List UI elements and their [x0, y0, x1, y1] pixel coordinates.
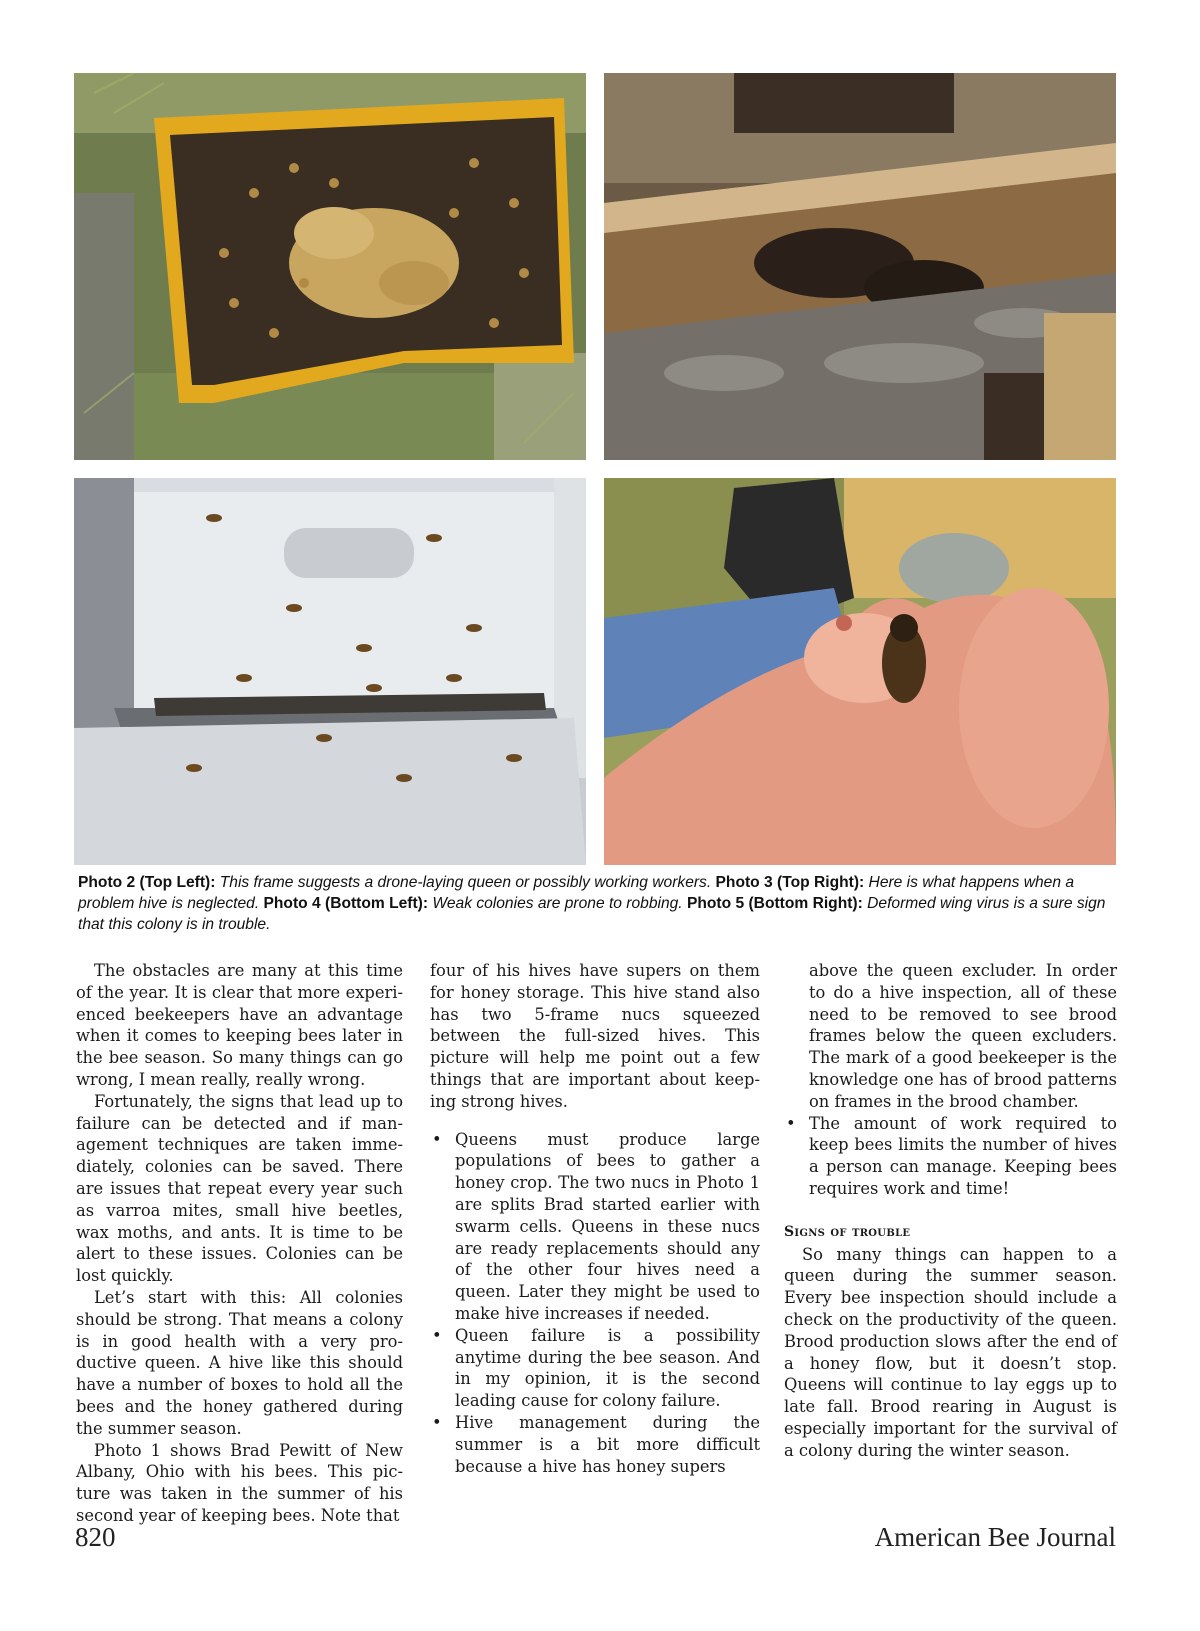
caption-label-photo-3: Photo 3 (Top Right):	[715, 874, 865, 891]
bullet-icon: •	[432, 1325, 442, 1345]
caption-label-photo-5: Photo 5 (Bottom Right):	[686, 895, 863, 912]
list-item	[784, 1113, 1117, 1200]
bullet-icon: •	[432, 1129, 442, 1149]
bullet-icon: •	[786, 1113, 796, 1133]
section-heading: Signs of trouble	[784, 1223, 911, 1240]
list-item-text: Queen failure is a possibility anytime during the bee season. And in my opinion, it is the second leading cause for colony failure.	[455, 1325, 760, 1411]
caption-label-photo-2: Photo 2 (Top Left):	[78, 874, 216, 891]
list-item	[430, 1412, 760, 1477]
caption-label-photo-4: Photo 4 (Bottom Left):	[263, 895, 429, 912]
photo-caption	[78, 872, 1118, 935]
photo-2-frame-drone-laying	[74, 73, 586, 460]
body-paragraph: Let’s start with this: All colonies should be strong. That means a colony is in good health with a very productive queen. A hive like this should have a number of boxes to hold all the bees and the honey gathered during the summer season.	[76, 1287, 403, 1438]
list-item-text: Queens must produce large populations of bees to gather a honey crop. The two nucs in Photo 1 are splits Brad started earlier with swarm cells. Queens in these nucs are ready replacements should any of the other four hives need a queen. Later they might be used to make hive increases if needed.	[455, 1129, 760, 1323]
list-item	[784, 960, 1117, 1113]
list-item-text: Hive management during the summer is a bit more difficult because a hive has honey supers	[455, 1412, 760, 1476]
caption-text-photo-5: Deformed wing virus is a sure sign that this colony is in trouble.	[78, 895, 1106, 933]
body-paragraph: four of his hives have supers on them for honey storage. This hive stand also has two 5-frame nucs squeezed between the full-sized hives. This picture will help me point out a few things that are important about keeping strong hives.	[430, 961, 760, 1111]
article-column-1	[76, 960, 403, 1527]
caption-text-photo-3: Here is what happens when a problem hive is neglected.	[78, 874, 1074, 912]
journal-name: American Bee Journal	[874, 1522, 1116, 1552]
bullet-list	[430, 1129, 760, 1478]
list-item	[430, 1129, 760, 1325]
article-column-3	[784, 960, 1117, 1462]
photo-4-robbing-hive	[74, 478, 586, 865]
caption-text-photo-2: This frame suggests a drone-laying queen or possibly working workers.	[215, 874, 716, 891]
body-paragraph: So many things can happen to a queen during the summer season. Every bee inspection should include a check on the productivity of the queen. Brood production slows after the end of a honey flow, but it doesn’t stop. Queens will continue to lay eggs up to late fall. Brood rearing in August is especially important for the survival of a colony during the winter season.	[784, 1244, 1117, 1460]
body-paragraph: The obstacles are many at this time of the year. It is clear that more experienced beekeepers have an advantage when it comes to keeping bees later in the bee season. So many things can go wrong, I mean really, really wrong.	[76, 961, 403, 1089]
photo-3-neglected-hive	[604, 73, 1116, 460]
list-item	[430, 1325, 760, 1412]
bullet-icon: •	[432, 1412, 442, 1432]
page-number: 820	[75, 1522, 116, 1552]
photo-5-deformed-wing-bee	[604, 478, 1116, 865]
article-column-2	[430, 960, 760, 1477]
bullet-list	[784, 960, 1117, 1200]
caption-text-photo-4: Weak colonies are prone to robbing.	[428, 895, 687, 912]
list-item-text: The amount of work required to keep bees limits the number of hives a person can manage. Keeping bees requires work and time!	[809, 1113, 1117, 1198]
body-paragraph: Fortunately, the signs that lead up to failure can be detected and if management techniques are taken immediately, colonies can be saved. There are issues that repeat every year such as varroa mites, small hive beetles, wax moths, and ants. It is time to be alert to these issues. Colonies can be lost quickly.	[76, 1091, 403, 1286]
body-paragraph: Photo 1 shows Brad Pewitt of New Albany, Ohio with his bees. This picture was taken in the summer of his second year of keeping bees. Note that	[76, 1440, 403, 1525]
list-item-text: above the queen excluder. In order to do a hive inspection, all of these need to be removed to see brood frames below the queen excluders. The mark of a good beekeeper is the knowledge one has of brood patterns on frames in the brood chamber.	[809, 961, 1117, 1111]
